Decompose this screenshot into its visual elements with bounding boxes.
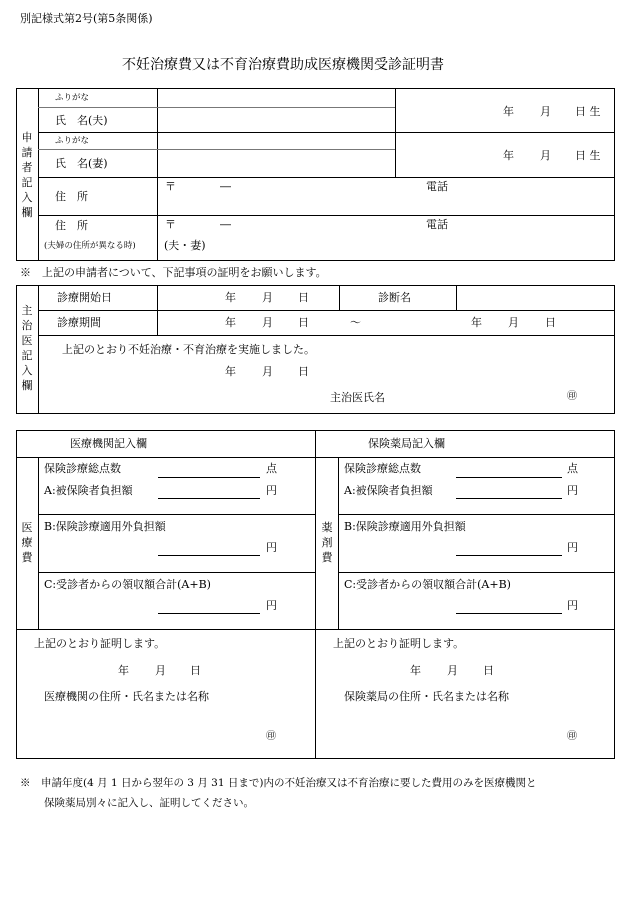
doctor-name-field[interactable] bbox=[400, 386, 560, 406]
pharmacy-b-field[interactable] bbox=[456, 555, 562, 556]
medical-b-yen: 円 bbox=[266, 541, 277, 554]
request-note: ※ 上記の申請者について、下記事項の証明をお願いします。 bbox=[20, 266, 327, 279]
pharmacy-c-field[interactable] bbox=[456, 613, 562, 614]
birth-month-wife: 月 bbox=[540, 149, 551, 162]
furigana-wife-label: ふりがな bbox=[55, 136, 90, 146]
medical-b-label: B:保険診療適用外負担額 bbox=[44, 520, 166, 533]
address-field[interactable] bbox=[158, 195, 614, 213]
start-month: 月 bbox=[262, 291, 273, 304]
pharmacy-a-yen: 円 bbox=[567, 484, 578, 497]
period-end-year: 年 bbox=[471, 316, 482, 329]
period-end-month: 月 bbox=[508, 316, 519, 329]
medical-org-label: 医療機関の住所・氏名または名称 bbox=[44, 690, 209, 703]
pharmacy-a-label: A:被保険者負担額 bbox=[344, 484, 433, 497]
medical-c-yen: 円 bbox=[266, 599, 277, 612]
postal-mark-icon-2: 〒 bbox=[165, 218, 176, 231]
birth-year-wife: 年 bbox=[503, 149, 514, 162]
diagnosis-label: 診断名 bbox=[378, 291, 411, 304]
medical-cert-year: 年 bbox=[118, 664, 129, 677]
furigana-wife-field[interactable] bbox=[158, 134, 394, 148]
postal-dash: ― bbox=[220, 180, 231, 193]
pharmacy-a-field[interactable] bbox=[456, 498, 562, 499]
medical-seal-icon: ㊞ bbox=[266, 731, 276, 742]
pharmacy-cert-year: 年 bbox=[410, 664, 421, 677]
medical-cert-day: 日 bbox=[190, 664, 201, 677]
address-label: 住 所 bbox=[55, 190, 88, 203]
medical-b-field[interactable] bbox=[158, 555, 260, 556]
statement-year: 年 bbox=[225, 365, 236, 378]
medical-c-field[interactable] bbox=[158, 613, 260, 614]
diagnosis-field[interactable] bbox=[457, 287, 614, 309]
applicant-side-label: 申 請 者 記 入 欄 bbox=[21, 131, 33, 219]
pharmacy-total-points-label: 保険診療総点数 bbox=[344, 462, 421, 475]
medical-total-points-label: 保険診療総点数 bbox=[44, 462, 121, 475]
birth-day-husband: 日 生 bbox=[575, 105, 601, 118]
start-day: 日 bbox=[298, 291, 309, 304]
pharmacy-cert-day: 日 bbox=[483, 664, 494, 677]
start-date-label: 診療開始日 bbox=[57, 291, 112, 304]
period-tilde: 〜 bbox=[350, 316, 361, 329]
pharmacy-header: 保険薬局記入欄 bbox=[368, 437, 445, 450]
pharmacy-b-label: B:保険診療適用外負担額 bbox=[344, 520, 466, 533]
period-start-year: 年 bbox=[225, 316, 236, 329]
name-husband-field[interactable] bbox=[158, 109, 394, 131]
medical-a-field[interactable] bbox=[158, 498, 260, 499]
name-husband-label: 氏 名(夫) bbox=[55, 114, 108, 127]
pharmacy-c-label: C:受診者からの領収額合計(A+B) bbox=[344, 578, 511, 591]
postal-dash-2: ― bbox=[220, 218, 231, 231]
pharmacy-total-points-field[interactable] bbox=[456, 477, 562, 478]
footer-note-line1: ※ 申請年度(4 月 1 日から翌年の 3 月 31 日まで)内の不妊治療又は不育治療に要した費用のみを医療機関と bbox=[20, 777, 537, 789]
medical-org-field[interactable] bbox=[44, 706, 259, 746]
pharmacy-points-unit: 点 bbox=[567, 462, 578, 475]
page-title: 不妊治療費又は不育治療費助成医療機関受診証明書 bbox=[122, 57, 444, 73]
address2-field[interactable] bbox=[230, 235, 614, 257]
period-label: 診療期間 bbox=[57, 316, 101, 329]
form-number: 別記様式第2号(第5条関係) bbox=[20, 12, 153, 25]
pharmacy-b-yen: 円 bbox=[567, 541, 578, 554]
birth-month-husband: 月 bbox=[540, 105, 551, 118]
furigana-husband-field[interactable] bbox=[158, 92, 394, 106]
phone-label-2: 電話 bbox=[426, 218, 448, 231]
start-date-field[interactable] bbox=[158, 287, 338, 309]
footer-note-line2: 保険薬局別々に記入し、証明してください。 bbox=[44, 797, 254, 809]
pharmacy-c-yen: 円 bbox=[567, 599, 578, 612]
treatment-statement: 上記のとおり不妊治療・不育治療を実施しました。 bbox=[62, 343, 315, 356]
period-start-day: 日 bbox=[298, 316, 309, 329]
pharmacy-org-label: 保険薬局の住所・氏名または名称 bbox=[344, 690, 509, 703]
medical-header: 医療機関記入欄 bbox=[70, 437, 147, 450]
statement-month: 月 bbox=[262, 365, 273, 378]
pharmacy-seal-icon: ㊞ bbox=[567, 731, 577, 742]
period-field[interactable] bbox=[158, 312, 614, 334]
medical-certify-text: 上記のとおり証明します。 bbox=[34, 637, 166, 650]
pharmacy-org-field[interactable] bbox=[344, 706, 559, 746]
period-end-day: 日 bbox=[545, 316, 556, 329]
address2-note: (夫婦の住所が異なる時) bbox=[44, 241, 136, 251]
medical-a-label: A:被保険者負担額 bbox=[44, 484, 133, 497]
medical-a-yen: 円 bbox=[266, 484, 277, 497]
start-year: 年 bbox=[225, 291, 236, 304]
furigana-husband-label: ふりがな bbox=[55, 93, 90, 103]
statement-day: 日 bbox=[298, 365, 309, 378]
medical-c-label: C:受診者からの領収額合計(A+B) bbox=[44, 578, 211, 591]
period-start-month: 月 bbox=[262, 316, 273, 329]
pharmacy-cert-month: 月 bbox=[447, 664, 458, 677]
medical-cert-month: 月 bbox=[155, 664, 166, 677]
name-wife-label: 氏 名(妻) bbox=[55, 157, 108, 170]
pharmacy-certify-text: 上記のとおり証明します。 bbox=[333, 637, 465, 650]
doctor-name-label: 主治医氏名 bbox=[330, 391, 385, 404]
pharmacy-side-label: 薬 剤 費 bbox=[321, 521, 333, 564]
medical-points-unit: 点 bbox=[266, 462, 277, 475]
doctor-side-label: 主 治 医 記 入 欄 bbox=[21, 304, 33, 392]
birth-year-husband: 年 bbox=[503, 105, 514, 118]
medical-total-points-field[interactable] bbox=[158, 477, 260, 478]
name-wife-field[interactable] bbox=[158, 151, 394, 175]
postal-mark-icon: 〒 bbox=[165, 180, 176, 193]
address2-label: 住 所 bbox=[55, 219, 88, 232]
phone-label: 電話 bbox=[426, 180, 448, 193]
medical-side-label: 医 療 費 bbox=[21, 521, 33, 564]
birth-day-wife: 日 生 bbox=[575, 149, 601, 162]
husband-wife-label: (夫・妻) bbox=[164, 239, 206, 252]
doctor-seal-icon: ㊞ bbox=[567, 391, 577, 402]
